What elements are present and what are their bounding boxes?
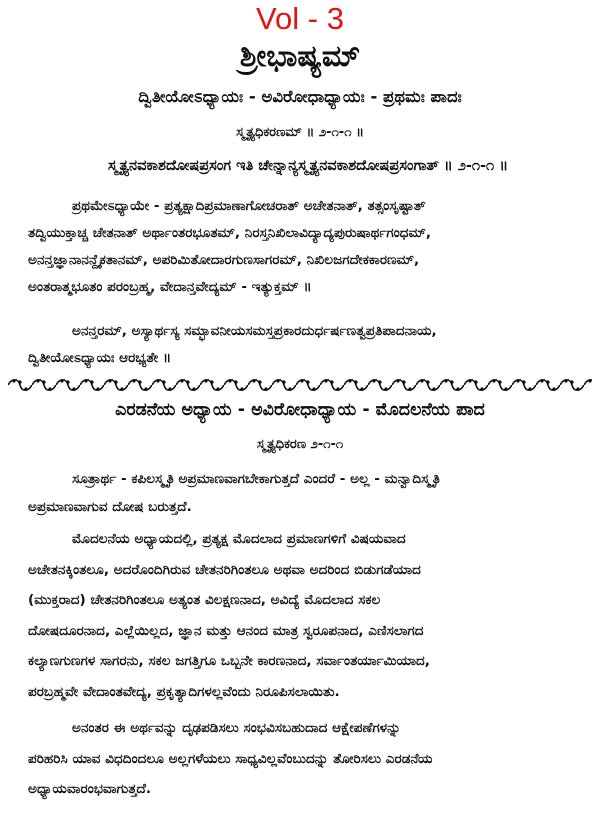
sanskrit-paragraph-1	[28, 193, 588, 301]
sanskrit-adhikarana-heading: ಸ್ಮೃತ್ಯಧಿಕರಣಮ್ ॥ ೨-೧-೧ ॥	[236, 125, 364, 140]
text-line: ಅಪ್ರಮಾಣವಾಗುವ ದೋಷ ಬರುತ್ತದೆ.	[28, 499, 192, 515]
kannada-adhikarana-heading: ಸ್ಮೃತ್ಯಧಿಕರಣ ೨-೧-೧	[256, 437, 344, 452]
volume-label: Vol - 3	[256, 1, 344, 36]
text-line: ಅಧ್ಯಾಯವಾರಂಭವಾಗುತ್ತದೆ.	[28, 781, 152, 797]
sanskrit-sutra: ಸ್ಮೃತ್ಯನವಕಾಶದೋಷಪ್ರಸಂಗ ಇತಿ ಚೇನ್ನಾನ್ಯಸ್ಮೃತ್ಯನವಕಾಶದೋಷಪ್ರಸಂಗಾತ್ ॥ ೨-೧-೧ ॥	[107, 158, 509, 174]
text-line: ಪರಿಹರಿಸಿ ಯಾವ ವಿಧದಿಂದಲೂ ಅಲ್ಲಗಳೆಯಲು ಸಾಧ್ಯವಿಲ್ಲವೆಂಬುದನ್ನು ತೋರಿಸಲು ಎರಡನೆಯ	[28, 750, 433, 767]
sanskrit-paragraph-2	[28, 318, 588, 372]
text-line: ಅನಂತರ ಈ ಅರ್ಥವನ್ನು ದೃಢಪಡಿಸಲು ಸಂಭವಿಸಬಹುದಾದ ಆಕ್ಷೇಪಣೆಗಳನ್ನು	[72, 720, 401, 736]
text-line: (ಮುಕ್ತರಾದ) ಚೇತನರಿಗಿಂತಲೂ ಅತ್ಯಂತ ವಿಲಕ್ಷಣನಾದ, ಅವಿದ್ಯೆ ಮೊದಲಾದ ಸಕಲ	[28, 592, 381, 608]
kannada-paragraph-1	[28, 524, 588, 707]
text-line: ಅನನ್ತರಮ್, ಅಸ್ಯಾರ್ಥಸ್ಯ ಸಮ್ಭಾವನೀಯಸಮಸ್ತಪ್ರಕಾರದುರ್ಧರ್ಷಣತ್ವಪ್ರತಿಪಾದನಾಯ,	[72, 323, 437, 339]
text-line: ಅನನ್ತಜ್ಞಾನಾನನ್ದೈಕತಾನಮ್, ಅಪರಿಮಿತೋದಾರಗುಣಸಾಗರಮ್, ನಿಖಿಲಜಗದೇಕಕಾರಣಮ್,	[28, 252, 420, 268]
text-line: ಅಚೇತನಕ್ಕಿಂತಲೂ, ಅದರೊಂದಿಗಿರುವ ಚೇತನರಿಗಿಂತಲೂ ಅಥವಾ ಅದರಿಂದ ಬಿಡುಗಡೆಯಾದ	[28, 561, 421, 578]
text-line: ಪ್ರಥಮೇಽಧ್ಯಾಯೇ - ಪ್ರತ್ಯಕ್ಷಾದಿಪ್ರಮಾಣಾಗೋಚರಾತ್ ಅಚೇತನಾತ್, ತತ್ಸಂಸೃಷ್ಟಾತ್	[72, 198, 426, 214]
text-line: ಕಲ್ಯಾಣಗುಣಗಳ ಸಾಗರನು, ಸಕಲ ಜಗತ್ತಿಗೂ ಒಬ್ಬನೇ ಕಾರಣನಾದ, ಸರ್ವಾಂತರ್ಯಾಮಿಯಾದ,	[28, 653, 430, 669]
page-title: ಶ್ರೀಭಾಷ್ಯಮ್	[239, 39, 361, 74]
kannada-paragraph-2	[28, 713, 588, 805]
text-line: ಅಂತರಾತ್ಮಭೂತಂ ಪರಂಬ್ರಹ್ಮ, ವೇದಾನ್ತವೇದ್ಯಮ್ - ಇತ್ಯುಕ್ತಮ್ ॥	[28, 279, 312, 295]
kannada-chapter-heading: ಎರಡನೆಯ ಅಧ್ಯಾಯ - ಅವಿರೋಧಾಧ್ಯಾಯ - ಮೊದಲನೆಯ ಪಾದ	[115, 400, 485, 420]
kannada-sutrartha	[28, 465, 588, 521]
text-line: ದ್ವಿತೀಯೋಽಧ್ಯಾಯಃ ಆರಭ್ಯತೇ ॥	[28, 350, 172, 366]
text-line: ಪರಬ್ರಹ್ಮವೇ ವೇದಾಂತವೇದ್ಯ, ಪ್ರಕೃತ್ಯಾದಿಗಳಲ್ಲವೆಂದು ನಿರೂಪಿಸಲಾಯಿತು.	[28, 683, 340, 700]
sanskrit-chapter-heading: ದ್ವಿತೀಯೋಽಧ್ಯಾಯಃ - ಅವಿರೋಧಾಧ್ಯಾಯಃ - ಪ್ರಥಮಃ ಪಾದಃ	[138, 87, 462, 106]
ornamental-divider	[8, 376, 592, 394]
text-line: ದೋಷದೂರನಾದ, ಎಲ್ಲೆಯಿಲ್ಲದ, ಜ್ಞಾನ ಮತ್ತು ಆನಂದ ಮಾತ್ರ ಸ್ವರೂಪನಾದ, ಎಣಿಸಲಾಗದ	[28, 622, 424, 639]
text-line: ಮೊದಲನೆಯ ಅಧ್ಯಾಯದಲ್ಲಿ, ಪ್ರತ್ಯಕ್ಷ ಮೊದಲಾದ ಪ್ರಮಾಣಗಳಿಗೆ ವಿಷಯವಾದ	[72, 531, 406, 547]
text-line: ತದ್ವಿಯುಕ್ತಾಚ್ಚ ಚೇತನಾತ್ ಅರ್ಥಾಂತರಭೂತಮ್, ನಿರಸ್ತನಿಖಿಲಾವಿದ್ಯಾದ್ಯಪುರುಷಾರ್ಥಗಂಧಮ್,	[28, 225, 432, 241]
text-line: ಸೂತ್ರಾರ್ಥ - ಕಪಿಲಸ್ಮೃತಿ ಅಪ್ರಮಾಣವಾಗಬೇಕಾಗುತ್ತದೆ ಎಂದರೆ - ಅಲ್ಲ - ಮನ್ವಾದಿಸ್ಮೃತಿ	[72, 471, 440, 487]
